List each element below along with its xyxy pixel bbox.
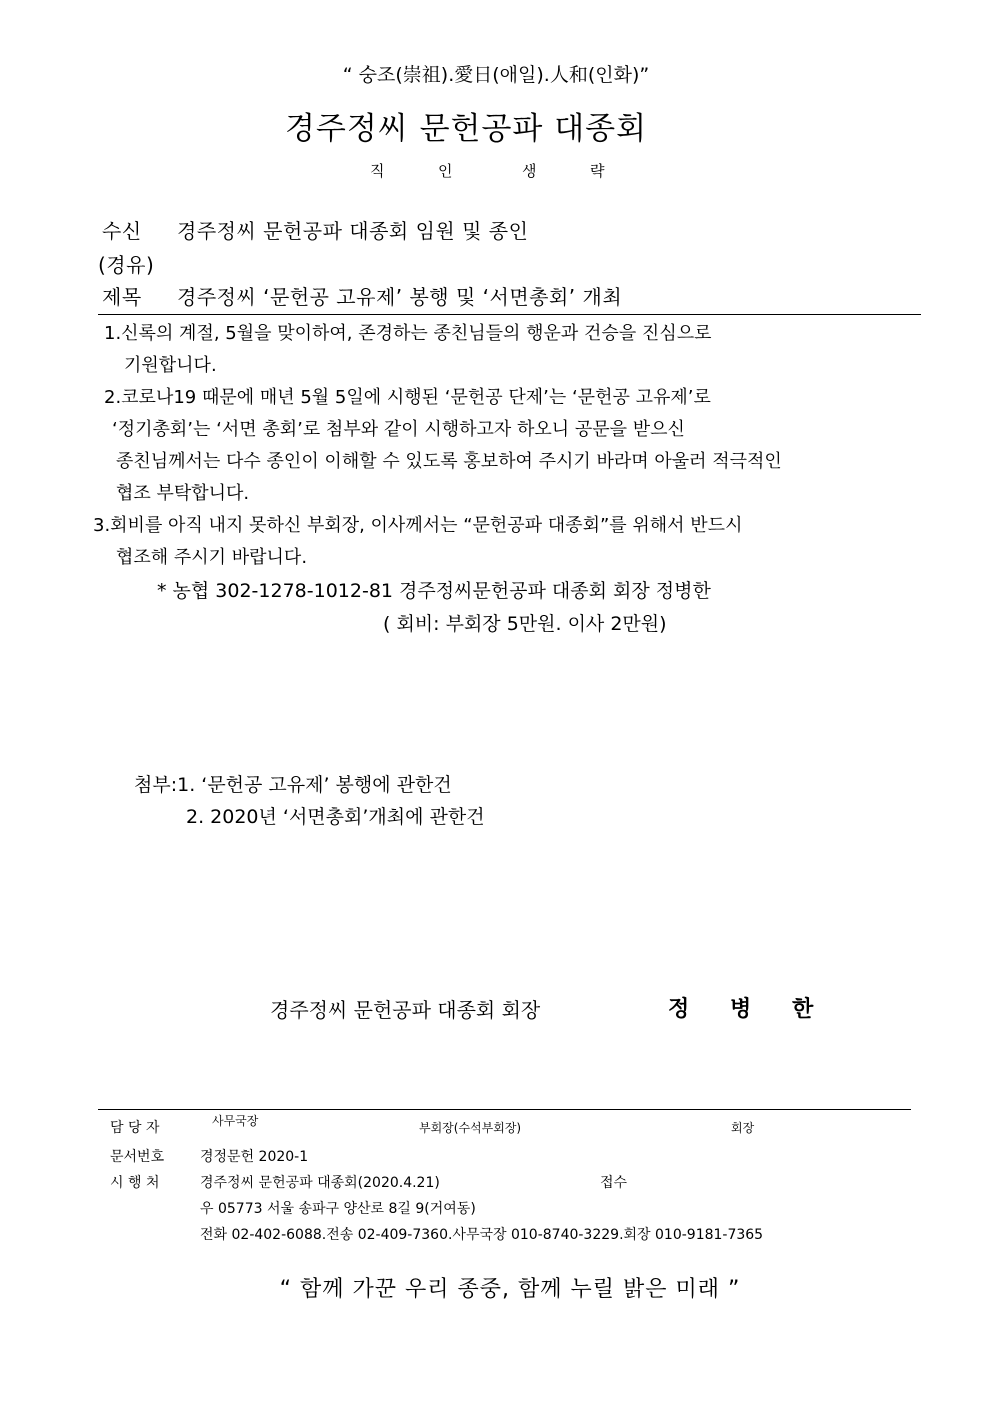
recipient: 경주정씨 문헌공파 대종회 임원 및 종인	[177, 219, 529, 243]
via-label: (경유)	[98, 253, 155, 277]
paragraph-2-line-2: ‘정기총회’는 ‘서면 총회’로 첨부와 같이 시행하고자 하오니 공문을 받으신	[112, 419, 685, 440]
signature-name-char-1: 정	[668, 997, 690, 1022]
paragraph-1-line-1: 1.신록의 계절, 5월을 맞이하여, 존경하는 종친님들의 행운과 건승을 진심으로	[104, 323, 712, 344]
subject: 경주정씨 ‘문헌공 고유제’ 봉행 및 ‘서면총회’ 개최	[177, 285, 623, 309]
attachment-2: 2. 2020년 ‘서면총회’개최에 관한건	[186, 806, 485, 828]
paragraph-2-line-1: 2.코로나19 때문에 매년 5월 5일에 시행된 ‘문헌공 단제’는 ‘문헌공 고유제’로	[104, 387, 711, 408]
bank-account-line: * 농협 302-1278-1012-81 경주정씨문헌공파 대종회 회장 정병한	[157, 580, 711, 602]
footer-divider	[98, 1109, 911, 1110]
paragraph-3-line-2: 협조해 주시기 바랍니다.	[116, 547, 308, 568]
attachment-1: 첨부:1. ‘문헌공 고유제’ 봉행에 관한건	[134, 774, 452, 796]
subtitle-char-2: 인	[438, 162, 453, 180]
fee-line: ( 회비: 부회장 5만원. 이사 2만원)	[383, 613, 667, 635]
paragraph-1-line-2: 기원합니다.	[124, 355, 217, 376]
issuer-label: 시 행 처	[110, 1175, 160, 1191]
subtitle-char-1: 직	[370, 162, 385, 180]
role-secretary: 사무국장	[212, 1114, 259, 1128]
role-vice-president: 부회장(수석부회장)	[419, 1121, 522, 1135]
signature-name-char-2: 병	[730, 997, 752, 1022]
document-number-label: 문서번호	[110, 1149, 165, 1165]
subject-label: 제목	[102, 285, 142, 309]
subtitle-char-4: 략	[590, 162, 605, 180]
contact-info: 전화 02-402-6088.전송 02-409-7360.사무국장 010-8740-3229.회장 010-9181-7365	[200, 1227, 764, 1243]
document-number: 경정문헌 2020-1	[200, 1149, 309, 1165]
motto: “ 숭조(崇祖).愛日(애일).人和(인화)”	[342, 64, 650, 86]
paragraph-2-line-4: 협조 부탁합니다.	[116, 483, 250, 504]
paragraph-2-line-3: 종친님께서는 다수 종인이 이해할 수 있도록 홍보하여 주시기 바라며 아울러 적극적인	[116, 451, 782, 472]
document-title: 경주정씨 문헌공파 대종회	[284, 111, 648, 147]
header-divider	[98, 314, 921, 315]
subtitle-char-3: 생	[522, 162, 537, 180]
address: 우 05773 서울 송파구 양산로 8길 9(거여동)	[200, 1201, 476, 1217]
receipt-label: 접수	[600, 1175, 628, 1191]
recipient-label: 수신	[102, 219, 142, 243]
paragraph-3-line-1: 3.회비를 아직 내지 못하신 부회장, 이사께서는 “문헌공파 대종회”를 위해서 반드시	[93, 515, 743, 536]
officer-label: 담 당 자	[110, 1120, 160, 1136]
signature-organization: 경주정씨 문헌공파 대종회 회장	[270, 998, 541, 1022]
slogan: “ 함께 가꾼 우리 종중, 함께 누릴 밝은 미래 ”	[279, 1277, 741, 1302]
issuer: 경주정씨 문헌공파 대종회(2020.4.21)	[200, 1175, 440, 1191]
signature-name-char-3: 한	[792, 997, 814, 1022]
role-president: 회장	[731, 1121, 755, 1135]
